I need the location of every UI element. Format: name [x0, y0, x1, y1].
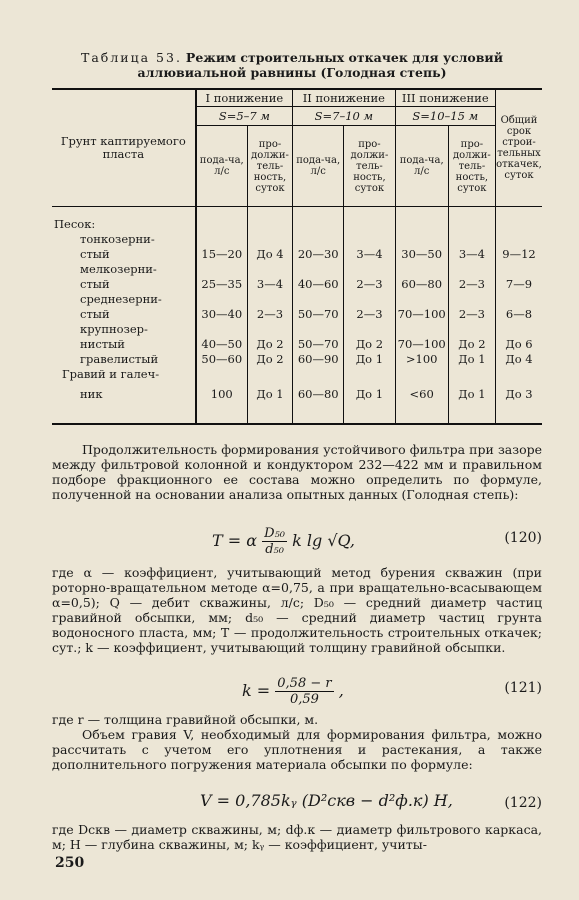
cell: 3—4 [448, 246, 495, 261]
row-label: крупнозер- [80, 322, 148, 336]
cell: До 2 [448, 336, 495, 351]
cell: 3—4 [344, 246, 395, 261]
header-lowering-2: II понижение [293, 89, 395, 107]
cell: 50—70 [293, 336, 344, 351]
pumping-regime-table [52, 88, 542, 425]
row-label: Гравий и галеч- [62, 367, 160, 381]
header-flow-1: пода-ча, л/с [196, 126, 248, 207]
row-label: стый [80, 247, 110, 261]
header-s1: S=5–7 м [196, 107, 293, 126]
paragraph-3: где r — толщина гравийной обсыпки, м. [52, 712, 319, 727]
header-s3: S=10–15 м [395, 107, 495, 126]
cell: 6—8 [496, 306, 543, 321]
cell: 40—50 [196, 336, 248, 351]
formula-121 [52, 668, 542, 708]
cell: 50—70 [293, 306, 344, 321]
cell: До 1 [247, 381, 292, 401]
caption-title: Режим строительных откачек для условий [185, 50, 503, 65]
row-label: гравелистый [80, 352, 159, 366]
paragraph-5: где Dскв — диаметр скважины, м; dф.к — диаметр фильтрового каркаса, м; H — глубина скважины, м; kᵧ — коэффициент, учиты- [52, 822, 542, 852]
formula-120 [52, 518, 542, 558]
row-label: нистый [80, 337, 125, 351]
cell: До 2 [247, 351, 292, 366]
header-duration-3: про-должи-тель-ность, суток [448, 126, 495, 207]
paragraph-1: Продолжительность формирования устойчивого фильтра при зазоре между фильтровой колонной и кондуктором 232—422 мм и правильном подборе фракционного ее состава можно определить по формуле, полученной на основании анализа опытных данных (Голодная степь): [52, 442, 542, 502]
header-ground: Грунт каптируемого пласта [60, 134, 186, 161]
formula-120-lhs: T = α [212, 531, 258, 550]
header-lowering-1: I понижение [196, 89, 293, 107]
cell: 100 [196, 381, 248, 401]
row-label: среднезерни- [80, 292, 162, 306]
cell: До 4 [247, 246, 292, 261]
header-s2: S=7–10 м [293, 107, 395, 126]
cell: 7—9 [496, 276, 543, 291]
header-lowering-3: III понижение [395, 89, 495, 107]
cell: 50—60 [196, 351, 248, 366]
cell: 3—4 [247, 276, 292, 291]
cell: 15—20 [196, 246, 248, 261]
header-duration-1: про-должи-тель-ность, суток [247, 126, 292, 207]
formula-121-tail: , [338, 681, 344, 700]
formula-120-number: (120) [504, 530, 542, 546]
row-label: стый [80, 277, 110, 291]
cell: 70—100 [395, 306, 448, 321]
header-duration-2: про-должи-тель-ность, суток [344, 126, 395, 207]
formula-121-lhs: k = [242, 681, 271, 700]
formula-121-numerator: 0,58 − r [277, 676, 332, 691]
cell: До 2 [247, 336, 292, 351]
formula-122-body: V = 0,785kᵧ (D²скв − d²ф.к) H, [200, 791, 453, 810]
row-label: тонкозерни- [80, 232, 155, 246]
cell: 2—3 [448, 276, 495, 291]
header-total: Общий срок строи-тельных откачек, суток [496, 89, 543, 207]
header-flow-2: пода-ча, л/с [293, 126, 344, 207]
paragraph-4: Объем гравия V, необходимый для формирования фильтра, можно рассчитать с учетом его уплотнения и растекания, а также дополнительного погружения материала обсыпки по формуле: [52, 727, 542, 772]
formula-122 [52, 783, 542, 823]
page-number: 250 [55, 855, 85, 871]
formula-120-rhs: k lg √Q, [292, 531, 355, 550]
row-label: ник [80, 387, 103, 401]
cell: До 2 [344, 336, 395, 351]
cell: До 1 [344, 381, 395, 401]
formula-121-number: (121) [504, 680, 542, 696]
formula-120-denominator: d₅₀ [265, 542, 284, 557]
cell: 2—3 [247, 306, 292, 321]
cell: <60 [395, 381, 448, 401]
formula-122-number: (122) [504, 795, 542, 811]
cell: 30—40 [196, 306, 248, 321]
header-flow-3: пода-ча, л/с [395, 126, 448, 207]
cell: До 6 [496, 336, 543, 351]
cell: До 1 [448, 381, 495, 401]
formula-121-denominator: 0,59 [289, 692, 319, 707]
cell: До 1 [448, 351, 495, 366]
table-caption [52, 50, 532, 80]
cell: 40—60 [293, 276, 344, 291]
caption-label: Таблица 53. [81, 50, 182, 65]
caption-title-line2: аллювиальной равнины (Голодная степь) [137, 65, 447, 80]
cell: 25—35 [196, 276, 248, 291]
row-label: мелкозерни- [80, 262, 157, 276]
cell: До 1 [344, 351, 395, 366]
formula-120-numerator: D₅₀ [264, 526, 286, 541]
cell: 20—30 [293, 246, 344, 261]
row-label: стый [80, 307, 110, 321]
cell: 2—3 [344, 306, 395, 321]
cell: 60—80 [293, 381, 344, 401]
cell: 70—100 [395, 336, 448, 351]
cell: 60—90 [293, 351, 344, 366]
cell: 60—80 [395, 276, 448, 291]
cell: 9—12 [496, 246, 543, 261]
cell: >100 [395, 351, 448, 366]
cell: 2—3 [448, 306, 495, 321]
cell: 30—50 [395, 246, 448, 261]
paragraph-2: где α — коэффициент, учитывающий метод бурения скважин (при роторно-вращательном методе α=0,75, а при вращательно-всасывающем α=0,5); Q — дебит скважины, л/с; D₅₀ — средний диаметр частиц гравийной обсыпки, мм; d₅₀ — средний диаметр частиц грунта водоносного пласта, мм; T — продолжительность строительных откачек; сут.; k — коэффициент, учитывающий толщину гравийной обсыпки. [52, 565, 542, 655]
row-label-sand: Песок: [54, 217, 96, 231]
cell: До 4 [496, 351, 543, 366]
cell: До 3 [496, 381, 543, 401]
cell: 2—3 [344, 276, 395, 291]
